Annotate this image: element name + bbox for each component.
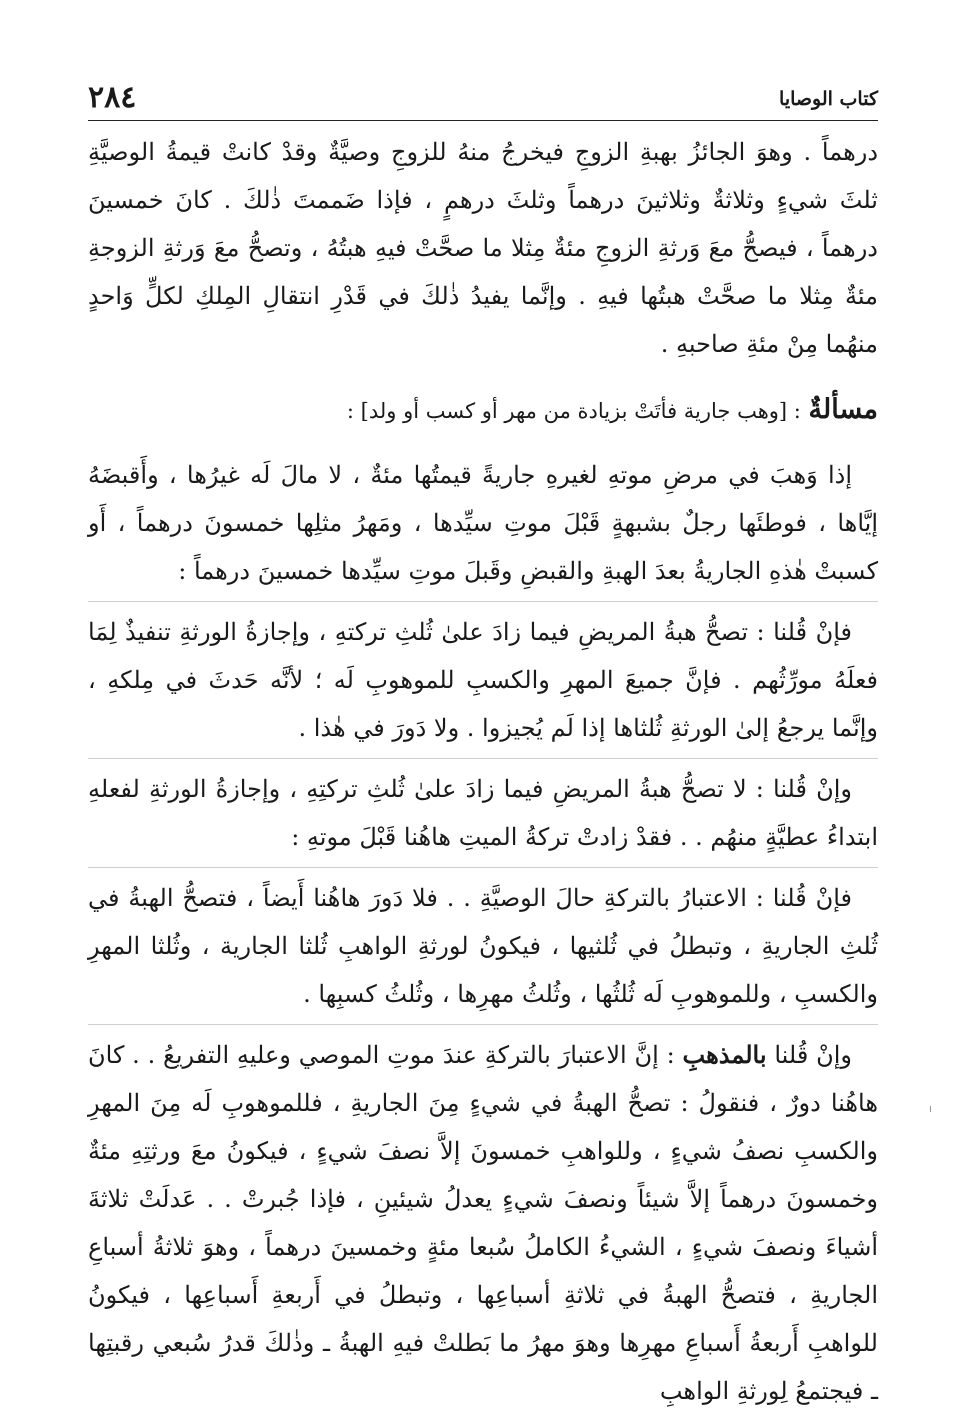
issue-note: : [وهب جارية فأتَتْ بزيادة من مهر أو كسب أو ولد] : [346,399,801,423]
paragraph-case: إذا وَهبَ في مرضِ موتهِ لغيرهِ جاريةً قيمتُها مئةٌ ، لا مالَ لَه غيرُها ، وأَقبضَهُ إيَّاها ، فوطئَها رجلٌ بشبهةٍ قَبْلَ موتِ سيِّدها ، ومَهرُ مثلِها خمسونَ درهماً ، أَو كسبتْ هٰذهِ الجاريةُ بعدَ الهبةِ والقبضِ وقَبلَ موتِ سيِّدها خمسينَ درهماً : [88,461,878,585]
running-title: كتاب الوصايا [779,88,878,110]
divider [88,867,878,868]
madhab-lead: وإنْ قُلنا [774,1041,852,1069]
issue-word: مسألةٌ [808,394,878,425]
madhab-bold: بالمذهبِ [682,1040,767,1069]
paragraph-opinion-1: فإنْ قُلنا : تصحُّ هبةُ المريضِ فيما زادَ علىٰ ثُلثِ تركتهِ ، وإجازةُ الورثةِ تنفيذٌ لِمَا فعلَهُ مورِّثُهم . فإنَّ جميعَ المهرِ والكسبِ للموهوبِ لَه ؛ لأنَّه حَدثَ في مِلكهِ ، وإنَّما يرجعُ إلىٰ الورثةِ ثُلثاها إذا لَم يُجيزوا . ولا دَورَ في هٰذا . [88,618,878,742]
page-header [88,78,878,121]
divider [88,601,878,602]
issue-heading [88,386,878,435]
margin-mark [930,1106,931,1112]
paragraph-opinion-2: وإنْ قُلنا : لا تصحُّ هبةُ المريضِ فيما زادَ علىٰ ثُلثِ تركتِهِ ، وإجازةُ الورثةِ لفعلهِ ابتداءُ عطيَّةٍ منهُم . . فقدْ زادتْ تركةُ الميتِ هاهُنا قَبْلَ موتهِ : [88,775,878,851]
paragraph-continuation: درهماً . وهوَ الجائزُ بهبةِ الزوجِ فيخرجُ منهُ للزوجِ وصيَّةٌ وقدْ كانتْ قيمةُ الوصيَّةِ ثلثَ شيءٍ وثلاثةٌ وثلاثينَ درهماً وثلثَ درهمٍ ، فإذا ضَممتَ ذٰلكَ . كانَ خمسينَ درهماً ، فيصحُّ معَ وَرثةِ الزوجِ مئةٌ مِثلا ما صحَّتْ فيهِ هبتُهُ ، وتصحُّ معَ وَرثةِ الزوجةِ مئةٌ مِثلا ما صحَّتْ هبتُها فيهِ . وإنَّما يفيدُ ذٰلكَ في قَدْرِ انتقالِ المِلكِ لكلٍّ وَاحدٍ منهُما مِنْ مئةِ صاحبهِ . [88,138,878,358]
divider [88,758,878,759]
madhab-text: : إنَّ الاعتبارَ بالتركةِ عندَ موتِ الموصي وعليهِ التفريعُ . . كانَ هاهُنا دورٌ ، فنقولُ : تصحُّ الهبةُ في شيءٍ مِنَ الجاريةِ ، فللموهوبِ لَه مِنَ المهرِ والكسبِ نصفُ شيءٍ ، وللواهبِ خمسونَ إلاَّ نصفَ شيءٍ ، فيكونُ معَ ورثتِهِ مئةٌ وخمسونَ درهماً إلاَّ شيئاً ونصفَ شيءٍ يعدلُ شيئينِ ، فإذا جُبرتْ . . عَدلَتْ ثلاثةَ أشياءَ ونصفَ شيءٍ ، الشيءُ الكاملُ سُبعا مئةٍ وخمسينَ درهماً ، وهوَ ثلاثةُ أسباعِ الجاريةِ ، فتصحُّ الهبةُ في ثلاثةِ أسباعِها ، وتبطلُ في أَربعةِ أَسباعِها ، فيكونُ للواهبِ أَربعةُ أَسباعِ مهرِها وهوَ مهرُ ما بَطلتْ فيهِ الهبةُ ـ وذٰلكَ قدرُ سُبعي رقبتِها ـ فيجتمعُ لِورثةِ الواهبِ [88,1041,879,1405]
book-page [88,0,879,1405]
divider [88,1024,878,1025]
paragraph-madhab [88,1031,878,1415]
body-text [88,128,878,1415]
paragraph-opinion-3: فإنْ قُلنا : الاعتبارُ بالتركةِ حالَ الوصيَّةِ . . فلا دَورَ هاهُنا أَيضاً ، فتصحُّ الهبةُ في ثُلثِ الجاريةِ ، وتبطلُ في ثُلثيها ، فيكونُ لورثةِ الواهبِ ثُلثا الجارية ، وثُلثا المهرِ والكسبِ ، وللموهوبِ لَه ثُلثُها ، وثُلثُ مهرِها ، وثُلثُ كسبِها . [88,884,878,1008]
page-number: ٢٨٤ [88,80,137,115]
